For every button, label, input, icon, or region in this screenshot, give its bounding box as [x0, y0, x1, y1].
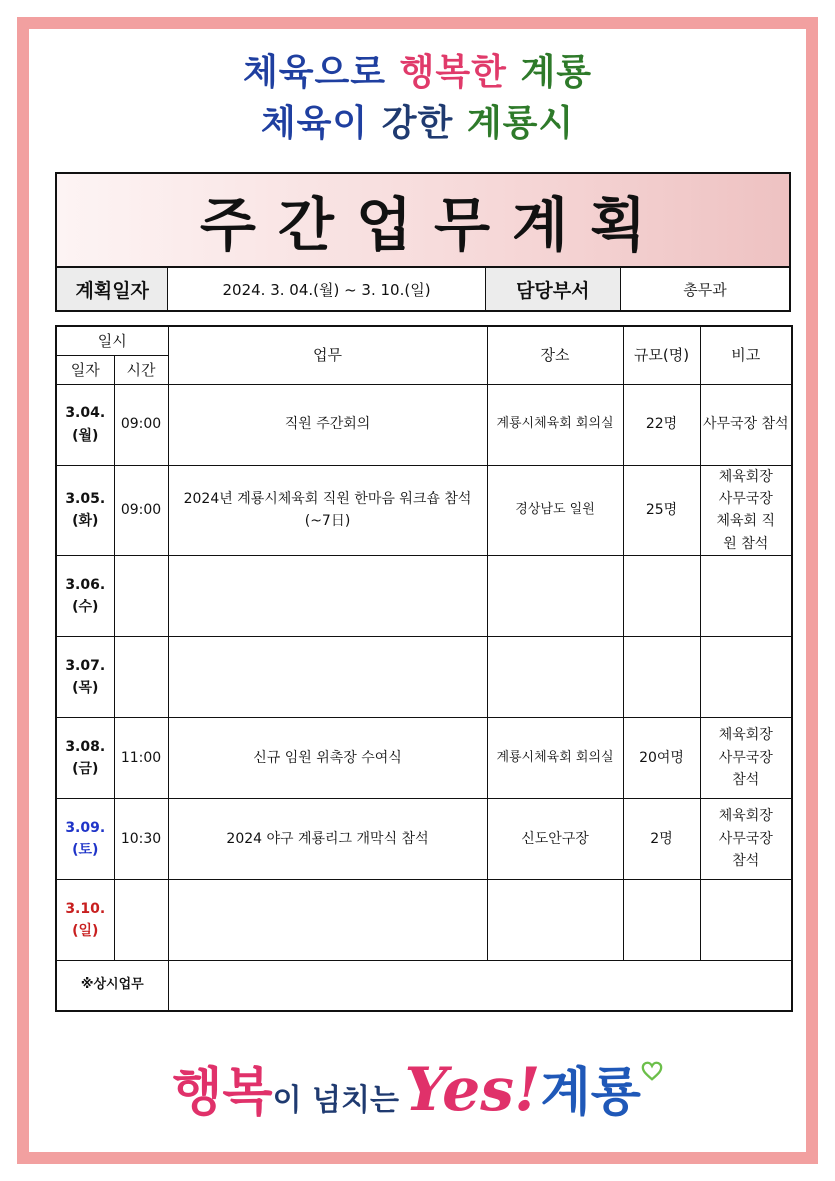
table-row [56, 880, 792, 961]
row-time [114, 556, 168, 637]
row-place: 경상남도 일원 [487, 465, 623, 556]
row-task [168, 637, 487, 718]
routine-label: ※상시업무 [56, 961, 168, 1011]
plan-date-value: 2024. 3. 04.(월) ~ 3. 10.(일) [168, 268, 485, 310]
row-task: 2024 야구 계룡리그 개막식 참석 [168, 799, 487, 880]
header-place: 장소 [487, 326, 623, 384]
header-time: 시간 [114, 355, 168, 384]
row-scale: 20여명 [623, 718, 700, 799]
footer-logo [0, 1050, 835, 1125]
header-remarks: 비고 [700, 326, 792, 384]
row-remarks [700, 556, 792, 637]
row-time: 09:00 [114, 465, 168, 556]
routine-value [168, 961, 792, 1011]
row-date-text: 3.07. [65, 657, 106, 674]
row-time: 11:00 [114, 718, 168, 799]
row-task: 신규 임원 위촉장 수여식 [168, 718, 487, 799]
dept-value: 총무과 [683, 280, 727, 299]
table-row [56, 718, 792, 799]
slogan-2-part-1: 체육이 [260, 103, 369, 144]
slogan-1-part-3: 계룡 [520, 52, 593, 93]
footer-gyeryong: 계룡 [540, 1063, 641, 1123]
row-remarks: 체육회장 사무국장 참석 [700, 799, 792, 880]
row-day-text: (일) [72, 923, 99, 940]
row-remarks: 체육회장 사무국장 체육회 직원 참석 [700, 465, 792, 556]
row-day-text: (목) [72, 680, 99, 697]
row-day-text: (금) [72, 761, 99, 778]
row-day-text: (월) [72, 427, 99, 444]
row-date [56, 465, 114, 556]
table-row [56, 465, 792, 556]
routine-row [56, 961, 792, 1011]
header-scale: 규모(명) [623, 326, 700, 384]
footer-happiness: 행복 [172, 1063, 273, 1123]
row-task: 2024년 계룡시체육회 직원 한마음 워크숍 참석 (~7日) [168, 465, 487, 556]
table-row [56, 384, 792, 465]
heart-icon [641, 1060, 663, 1082]
schedule-body [56, 384, 792, 1011]
row-day-text: (화) [72, 513, 99, 530]
table-row [56, 556, 792, 637]
header-datetime: 일시 [56, 326, 168, 355]
row-scale: 2명 [623, 799, 700, 880]
row-date-text: 3.10. [65, 900, 106, 917]
slogan-line-1 [0, 44, 835, 95]
info-row [55, 268, 791, 312]
row-scale: 22명 [623, 384, 700, 465]
table-row [56, 637, 792, 718]
row-date-text: 3.08. [65, 738, 106, 755]
header-date: 일자 [56, 355, 114, 384]
row-place [487, 880, 623, 961]
row-scale [623, 556, 700, 637]
row-date-text: 3.04. [65, 405, 106, 422]
row-remarks [700, 637, 792, 718]
row-remarks: 사무국장 참석 [700, 384, 792, 465]
row-date [56, 718, 114, 799]
table-row [56, 799, 792, 880]
header-task: 업무 [168, 326, 487, 384]
row-date [56, 556, 114, 637]
row-remarks [700, 880, 792, 961]
row-place: 신도안구장 [487, 799, 623, 880]
row-date [56, 799, 114, 880]
row-remarks: 체육회장 사무국장 참석 [700, 718, 792, 799]
dept-label: 담당부서 [486, 268, 621, 310]
row-date-text: 3.09. [65, 819, 106, 836]
schedule-table [55, 325, 793, 1012]
footer-overflowing: 이 넘치는 [272, 1083, 399, 1118]
row-day-text: (수) [72, 599, 99, 616]
row-place [487, 556, 623, 637]
row-scale: 25명 [623, 465, 700, 556]
slogan-2-part-3: 계룡시 [466, 103, 575, 144]
page-title: 주간업무계획 [55, 172, 791, 268]
row-day-text: (토) [72, 842, 99, 859]
row-task [168, 880, 487, 961]
row-task: 직원 주간회의 [168, 384, 487, 465]
row-time: 10:30 [114, 799, 168, 880]
row-time: 09:00 [114, 384, 168, 465]
row-date [56, 384, 114, 465]
row-date [56, 637, 114, 718]
footer-yes: Yes! [404, 1055, 541, 1125]
plan-date-label: 계획일자 [57, 268, 168, 310]
slogan-1-part-1: 체육으로 [242, 52, 387, 93]
row-time [114, 880, 168, 961]
row-place: 계룡시체육회 회의실 [487, 718, 623, 799]
slogan-line-2 [0, 95, 835, 146]
row-date-text: 3.06. [65, 576, 106, 593]
slogan-2-part-2: 강한 [381, 103, 454, 144]
row-date-text: 3.05. [65, 490, 106, 507]
row-time [114, 637, 168, 718]
row-scale [623, 637, 700, 718]
row-place: 계룡시체육회 회의실 [487, 384, 623, 465]
row-task [168, 556, 487, 637]
slogan-1-part-2: 행복한 [399, 52, 507, 93]
row-date [56, 880, 114, 961]
row-place [487, 637, 623, 718]
row-scale [623, 880, 700, 961]
